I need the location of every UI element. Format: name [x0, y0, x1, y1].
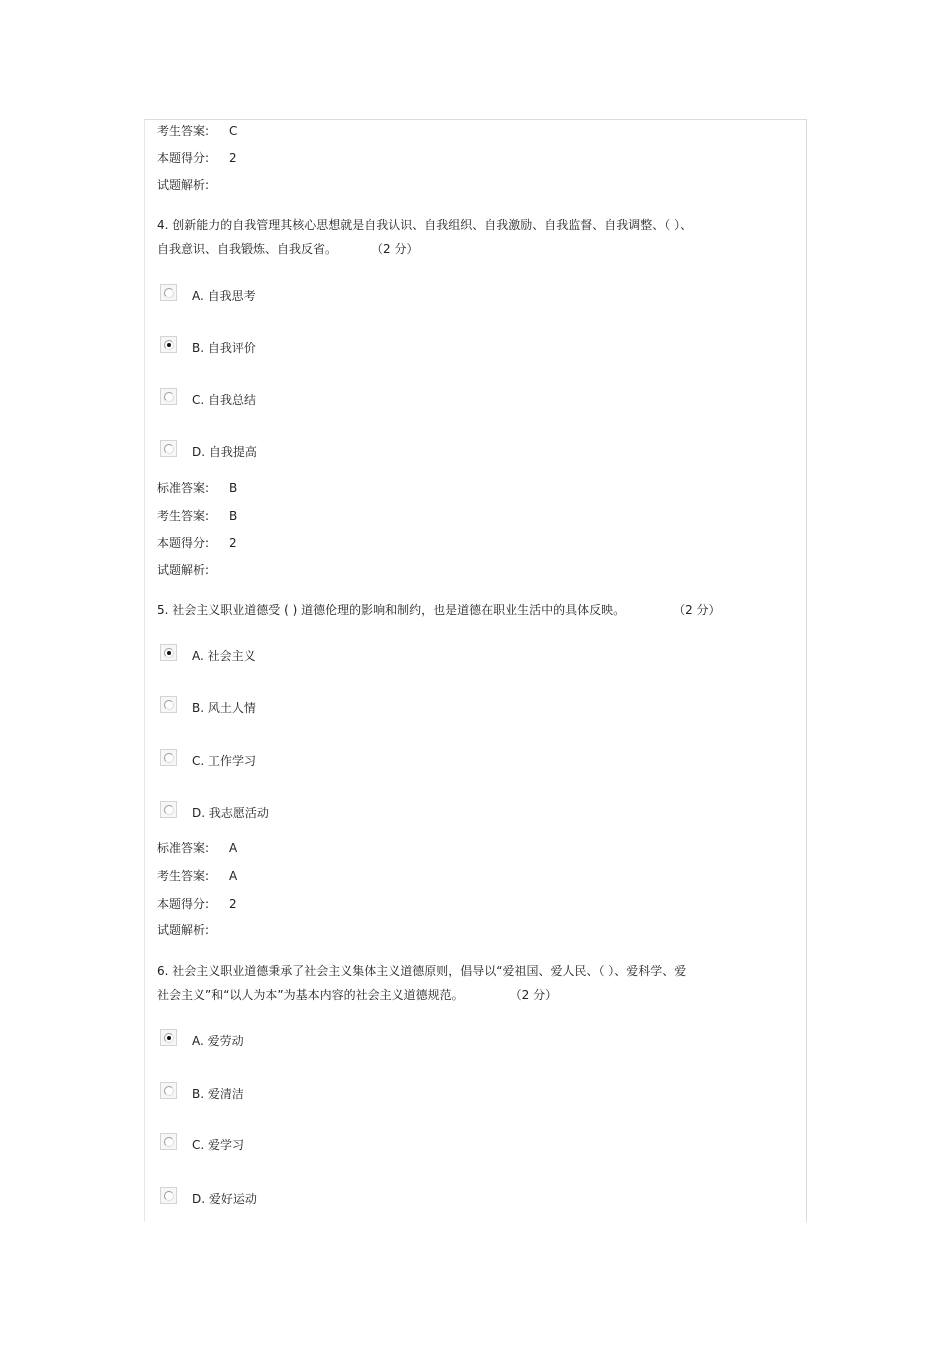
- question-5-standard-answer-row: [157, 840, 237, 856]
- score-label: 本题得分:: [157, 536, 210, 550]
- question-4-student-answer-row: [157, 508, 237, 524]
- option-label: D. 我志愿活动: [192, 806, 269, 820]
- question-5-points: （2 分）: [673, 603, 721, 617]
- radio-unchecked-icon[interactable]: [160, 801, 177, 818]
- option-label: A. 自我思考: [192, 289, 256, 303]
- option-label: B. 风土人情: [192, 701, 256, 715]
- student-answer-label: 考生答案:: [157, 509, 210, 523]
- question-6-text: [157, 959, 805, 1007]
- radio-checked-icon[interactable]: [160, 644, 177, 661]
- option-label: A. 爱劳动: [192, 1034, 244, 1048]
- option-label: B. 自我评价: [192, 341, 256, 355]
- standard-answer-value: B: [229, 481, 238, 495]
- question-5-line1: 5. 社会主义职业道德受 ( ) 道德伦理的影响和制约，也是道德在职业生活中的具体反映。: [157, 603, 626, 617]
- radio-unchecked-icon[interactable]: [160, 440, 177, 457]
- exam-results-frame: [144, 119, 807, 1222]
- analysis-label: 试题解析:: [157, 178, 210, 192]
- option-label: D. 自我提高: [192, 445, 257, 459]
- radio-unchecked-icon[interactable]: [160, 388, 177, 405]
- score-value: 2: [229, 897, 237, 911]
- option-label: C. 自我总结: [192, 393, 257, 407]
- student-answer-label: 考生答案:: [157, 869, 210, 883]
- radio-checked-icon[interactable]: [160, 1029, 177, 1046]
- question-5-student-answer-row: [157, 868, 237, 884]
- score-label: 本题得分:: [157, 151, 210, 165]
- question-4-text: [157, 213, 805, 261]
- radio-unchecked-icon[interactable]: [160, 749, 177, 766]
- score-row: [157, 150, 237, 166]
- student-answer-label: 考生答案:: [157, 124, 210, 138]
- question-4-points: （2 分）: [371, 242, 419, 256]
- standard-answer-label: 标准答案:: [157, 481, 210, 495]
- standard-answer-label: 标准答案:: [157, 841, 210, 855]
- student-answer-value: B: [229, 509, 238, 523]
- score-label: 本题得分:: [157, 897, 210, 911]
- question-6-points: （2 分）: [509, 988, 558, 1002]
- question-5-score-row: [157, 896, 237, 912]
- option-label: D. 爱好运动: [192, 1192, 257, 1206]
- option-label: C. 工作学习: [192, 754, 257, 768]
- radio-unchecked-icon[interactable]: [160, 1187, 177, 1204]
- question-4-score-row: [157, 535, 237, 551]
- radio-unchecked-icon[interactable]: [160, 1133, 177, 1150]
- question-6-line1: 6. 社会主义职业道德秉承了社会主义集体主义道德原则，倡导以“爱祖国、爱人民、（ ）、爱科学、爱: [157, 964, 687, 978]
- student-answer-row: [157, 123, 237, 139]
- option-label: C. 爱学习: [192, 1138, 245, 1152]
- question-4-line2: 自我意识、自我锻炼、自我反省。: [157, 242, 338, 256]
- score-value: 2: [229, 151, 237, 165]
- standard-answer-value: A: [229, 841, 238, 855]
- question-4-standard-answer-row: [157, 480, 237, 496]
- radio-unchecked-icon[interactable]: [160, 284, 177, 301]
- student-answer-value: C: [229, 124, 238, 138]
- question-5-text: [157, 598, 805, 622]
- option-label: B. 爱清洁: [192, 1087, 244, 1101]
- radio-checked-icon[interactable]: [160, 336, 177, 353]
- question-4-line1: 4. 创新能力的自我管理其核心思想就是自我认识、自我组织、自我激励、自我监督、自我调整、（ ）、: [157, 218, 693, 232]
- radio-unchecked-icon[interactable]: [160, 1082, 177, 1099]
- question-5-analysis-label: 试题解析:: [157, 923, 210, 937]
- radio-unchecked-icon[interactable]: [160, 696, 177, 713]
- option-label: A. 社会主义: [192, 649, 256, 663]
- score-value: 2: [229, 536, 237, 550]
- question-4-analysis-label: 试题解析:: [157, 563, 210, 577]
- student-answer-value: A: [229, 869, 238, 883]
- question-6-line2: 社会主义”和“以人为本”为基本内容的社会主义道德规范。: [157, 988, 464, 1002]
